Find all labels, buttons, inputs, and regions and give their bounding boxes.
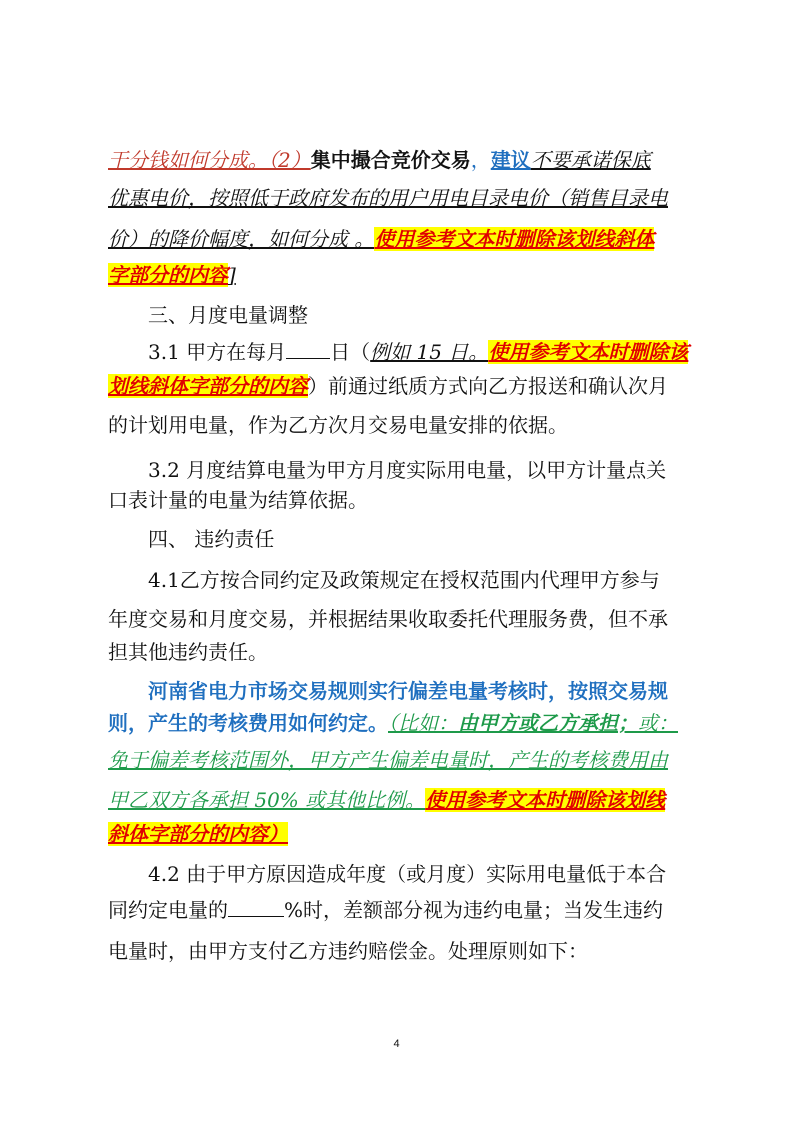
page-number: 4 xyxy=(393,1038,400,1050)
text-line-2: 优惠电价，按照低于政府发布的用户用电目录电价（销售目录电 xyxy=(108,186,668,210)
text-line-14: 担其他违约责任。 xyxy=(108,640,268,664)
text-line-19: 斜体字部分的内容） xyxy=(108,822,288,846)
text-line-20: 4.2 由于甲方原因造成年度（或月度）实际用电量低于本合 xyxy=(148,862,667,886)
text-line-7: 划线斜体字部分的内容）前通过纸质方式向乙方报送和确认次月 xyxy=(108,374,668,398)
text-line-15: 河南省电力市场交易规则实行偏差电量考核时，按照交易规 xyxy=(148,679,668,703)
text-line-8: 的计划用电量，作为乙方次月交易电量安排的依据。 xyxy=(108,413,568,437)
text-line-21: 同约定电量的 %时，差额部分视为违约电量；当发生违约 xyxy=(108,892,698,928)
text-line-12: 4.1乙方按合同约定及政策规定在授权范围内代理甲方参与 xyxy=(148,568,660,592)
text-line-3: 价）的降价幅度，如何分成 。使用参考文本时删除该划线斜体 xyxy=(108,227,655,251)
text-line-9: 3.2 月度结算电量为甲方月度实际用电量，以甲方计量点关 xyxy=(148,458,667,482)
text-line-6: 3.1 甲方在每月 日（例如 15 日。使用参考文本时删除该 xyxy=(148,334,738,370)
text-line-1: 干分钱如何分成。（2）集中撮合竞价交易，建议不要承诺保底 xyxy=(108,148,651,172)
section-heading-3: 三、月度电量调整 xyxy=(148,303,308,327)
text-line-4: 字部分的内容] xyxy=(108,263,236,287)
text-line-13: 年度交易和月度交易，并根据结果收取委托代理服务费，但不承 xyxy=(108,607,668,631)
text-line-17: 免于偏差考核范围外，甲方产生偏差电量时，产生的考核费用由 xyxy=(108,748,668,772)
section-heading-4: 四、 违约责任 xyxy=(148,527,275,551)
text-line-22: 电量时，由甲方支付乙方违约赔偿金。处理原则如下： xyxy=(108,939,588,963)
text-line-16: 则，产生的考核费用如何约定。（比如：由甲方或乙方承担；或： xyxy=(108,711,678,735)
day-blank xyxy=(286,336,330,359)
text-line-18: 甲乙双方各承担 50% 或其他比例。使用参考文本时删除该划线 xyxy=(108,788,666,812)
percent-blank xyxy=(228,894,284,917)
text-line-10: 口表计量的电量为结算依据。 xyxy=(108,488,368,512)
